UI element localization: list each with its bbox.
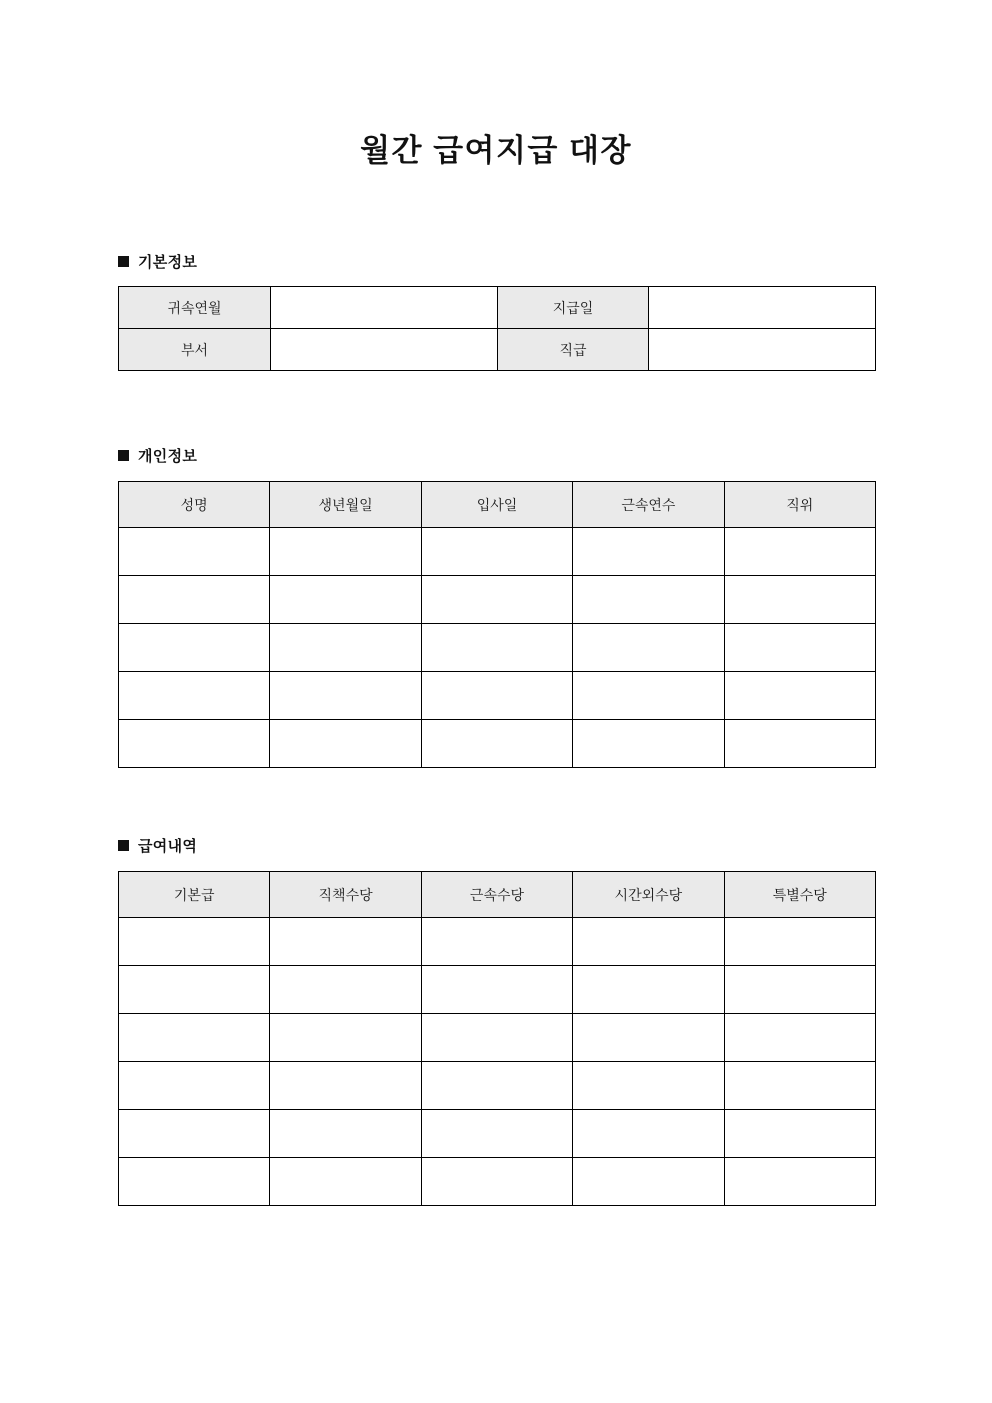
table-cell[interactable] — [573, 918, 724, 966]
column-header: 입사일 — [421, 482, 572, 528]
table-cell[interactable] — [119, 576, 270, 624]
table-cell[interactable] — [119, 720, 270, 768]
field-label-department: 부서 — [119, 329, 271, 371]
table-cell[interactable] — [421, 624, 572, 672]
table-cell[interactable] — [724, 720, 875, 768]
table-cell[interactable] — [573, 1110, 724, 1158]
table-cell[interactable] — [573, 1158, 724, 1206]
table-cell[interactable] — [421, 1062, 572, 1110]
table-cell[interactable] — [119, 1110, 270, 1158]
table-row — [119, 329, 876, 371]
table-cell[interactable] — [573, 1062, 724, 1110]
square-bullet-icon — [118, 450, 129, 461]
column-header: 직위 — [724, 482, 875, 528]
table-cell[interactable] — [119, 528, 270, 576]
table-cell[interactable] — [724, 1110, 875, 1158]
table-cell[interactable] — [573, 1014, 724, 1062]
table-row — [119, 528, 876, 576]
table-cell[interactable] — [573, 576, 724, 624]
table-cell[interactable] — [119, 1014, 270, 1062]
table-cell[interactable] — [270, 1062, 421, 1110]
table-row — [119, 624, 876, 672]
table-cell[interactable] — [724, 1062, 875, 1110]
column-header: 근속수당 — [421, 872, 572, 918]
column-header: 기본급 — [119, 872, 270, 918]
salary-details-table-head — [119, 872, 876, 918]
table-cell[interactable] — [119, 1158, 270, 1206]
column-header: 특별수당 — [724, 872, 875, 918]
table-cell[interactable] — [724, 966, 875, 1014]
salary-details-table — [118, 871, 876, 1206]
table-cell[interactable] — [724, 576, 875, 624]
table-cell[interactable] — [119, 624, 270, 672]
field-value-rank[interactable] — [649, 329, 876, 371]
section-heading-personal — [118, 445, 197, 466]
table-cell[interactable] — [724, 624, 875, 672]
table-cell[interactable] — [724, 918, 875, 966]
field-label-attribution-month: 귀속연월 — [119, 287, 271, 329]
table-cell[interactable] — [270, 1110, 421, 1158]
basic-info-table-body — [119, 287, 876, 371]
table-row — [119, 918, 876, 966]
table-cell[interactable] — [421, 1014, 572, 1062]
table-cell[interactable] — [573, 624, 724, 672]
table-row — [119, 287, 876, 329]
salary-details-table-body — [119, 918, 876, 1206]
table-cell[interactable] — [724, 1158, 875, 1206]
column-header: 시간외수당 — [573, 872, 724, 918]
table-cell[interactable] — [421, 1158, 572, 1206]
table-cell[interactable] — [119, 1062, 270, 1110]
field-label-rank: 직급 — [498, 329, 649, 371]
field-label-payment-date: 지급일 — [498, 287, 649, 329]
table-cell[interactable] — [421, 672, 572, 720]
table-cell[interactable] — [421, 918, 572, 966]
table-cell[interactable] — [724, 1014, 875, 1062]
table-cell[interactable] — [573, 528, 724, 576]
section-heading-basic — [118, 251, 197, 272]
table-cell[interactable] — [573, 720, 724, 768]
square-bullet-icon — [118, 840, 129, 851]
page-title: 월간 급여지급 대장 — [360, 133, 632, 168]
table-cell[interactable] — [270, 918, 421, 966]
table-row — [119, 1110, 876, 1158]
table-cell[interactable] — [421, 528, 572, 576]
table-cell[interactable] — [421, 576, 572, 624]
section-heading-personal-label: 개인정보 — [138, 448, 198, 465]
table-cell[interactable] — [573, 966, 724, 1014]
table-cell[interactable] — [573, 672, 724, 720]
table-cell[interactable] — [119, 966, 270, 1014]
column-header: 직책수당 — [270, 872, 421, 918]
table-cell[interactable] — [270, 624, 421, 672]
personal-info-table-body — [119, 528, 876, 768]
table-cell[interactable] — [119, 918, 270, 966]
table-cell[interactable] — [270, 1158, 421, 1206]
column-header: 생년월일 — [270, 482, 421, 528]
table-cell[interactable] — [421, 720, 572, 768]
table-cell[interactable] — [270, 576, 421, 624]
table-cell[interactable] — [270, 720, 421, 768]
table-row — [119, 1062, 876, 1110]
table-row — [119, 720, 876, 768]
table-header-row — [119, 872, 876, 918]
square-bullet-icon — [118, 256, 129, 267]
personal-info-table-head — [119, 482, 876, 528]
column-header: 근속연수 — [573, 482, 724, 528]
field-value-department[interactable] — [271, 329, 498, 371]
section-heading-basic-label: 기본정보 — [138, 254, 198, 271]
table-cell[interactable] — [421, 1110, 572, 1158]
table-cell[interactable] — [270, 672, 421, 720]
column-header: 성명 — [119, 482, 270, 528]
table-cell[interactable] — [421, 966, 572, 1014]
table-cell[interactable] — [724, 528, 875, 576]
table-cell[interactable] — [724, 672, 875, 720]
section-heading-salary — [118, 835, 197, 856]
field-value-payment-date[interactable] — [649, 287, 876, 329]
table-row — [119, 576, 876, 624]
table-cell[interactable] — [270, 1014, 421, 1062]
table-row — [119, 1014, 876, 1062]
table-cell[interactable] — [119, 672, 270, 720]
table-row — [119, 672, 876, 720]
table-row — [119, 1158, 876, 1206]
table-cell[interactable] — [270, 966, 421, 1014]
field-value-attribution-month[interactable] — [271, 287, 498, 329]
personal-info-table — [118, 481, 876, 768]
table-row — [119, 966, 876, 1014]
section-heading-salary-label: 급여내역 — [138, 838, 198, 855]
table-header-row — [119, 482, 876, 528]
table-cell[interactable] — [270, 528, 421, 576]
basic-info-table — [118, 286, 876, 371]
